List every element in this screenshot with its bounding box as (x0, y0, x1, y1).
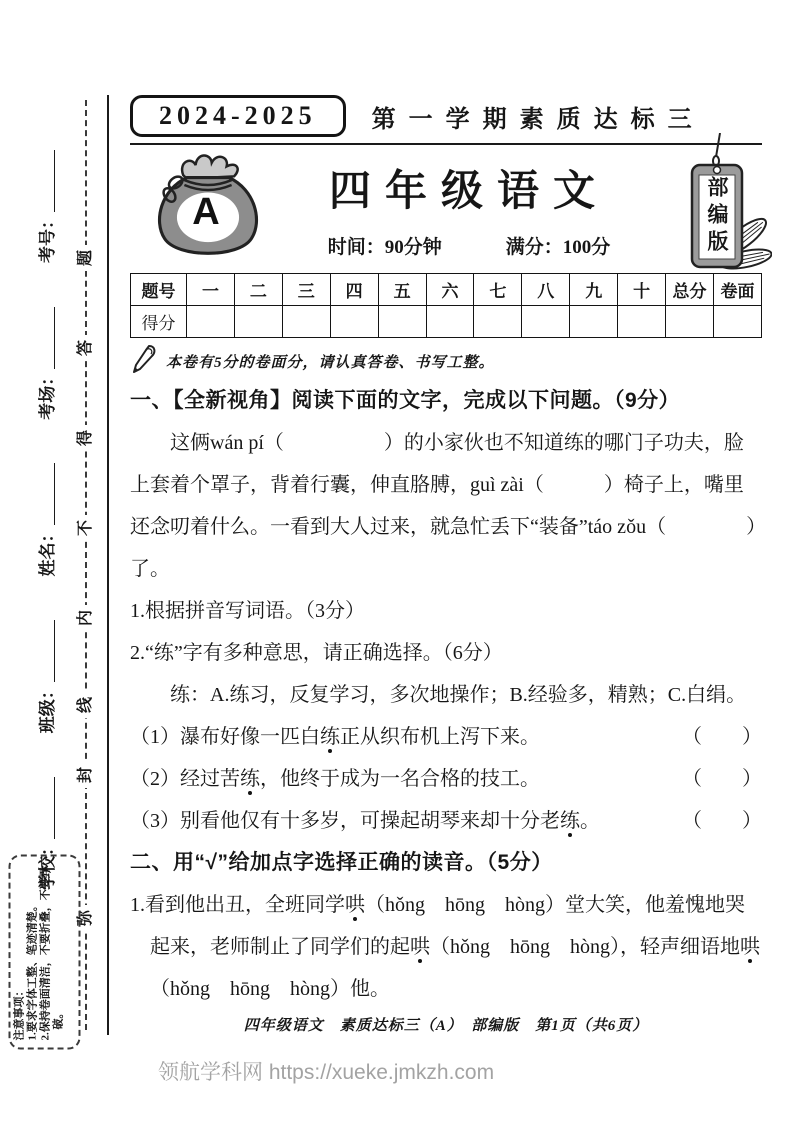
question-2-1 (130, 884, 762, 1010)
item-sentence (130, 800, 600, 842)
question-1-2-item (130, 800, 762, 842)
pencil-icon (132, 344, 156, 379)
edition-tag (656, 133, 772, 285)
score-table-column-label: 总分 (666, 274, 714, 306)
seal-dashed-line (85, 100, 87, 1030)
score-table-column-label: 二 (234, 274, 282, 306)
seal-line-character: 答 (73, 335, 99, 361)
student-field-blank[interactable] (37, 464, 55, 526)
score-table-column-label: 九 (570, 274, 618, 306)
score-cell-blank[interactable] (522, 306, 570, 338)
score-table-column-label: 五 (378, 274, 426, 306)
section-one (130, 380, 762, 842)
student-field-label: 考场： (38, 368, 57, 420)
text-segment: （hǒng hōng hòng）堂大笑，他羞愧地哭起来，老师制止了同学们的起 (150, 894, 745, 958)
text-segment: （hǒng hōng hòng），轻声细语地 (430, 936, 740, 958)
score-table-column-label: 四 (330, 274, 378, 306)
emphasized-char: 练 (560, 810, 580, 832)
watermark: 领航学科网 https://xueke.jmkzh.com (158, 1061, 495, 1084)
text-segment: 1.看到他出丑，全班同学 (130, 894, 345, 916)
time-limit: 时间：90分钟 (327, 236, 442, 258)
answer-blank[interactable]: （ ） (682, 810, 762, 832)
question-1-1: 1.根据拼音写词语。（3分） (130, 600, 365, 622)
notice-text: 本卷有5分的卷面分，请认真答卷、书写工整。 (166, 354, 495, 371)
full-score: 满分：100分 (505, 236, 611, 258)
student-field-label: 班级： (38, 682, 57, 734)
section-two-heading: 二、用“√”给加点字选择正确的读音。（5分） (130, 851, 553, 874)
seal-line-character: 题 (73, 245, 99, 271)
score-cell-blank[interactable] (570, 306, 618, 338)
page-footer: 四年级语文 素质达标三（A） 部编版 第1页（共6页） (243, 1018, 649, 1034)
score-cell-blank[interactable] (187, 306, 235, 338)
school-year-badge: 2024-2025 (130, 95, 346, 137)
reading-passage: 这俩wán pí（ ）的小家伙也不知道练的哪门子功夫，脸上套着个罩子，背着行囊，伸直胳膊，guì zài（ ）椅子上，嘴里还念叨着什么。一看到大人过来，就急忙丢下“装备”táo zǒu（ ）了。 (130, 432, 757, 580)
notice-box-item: 2.保持卷面清洁，不要折叠，不要弄破。 (39, 867, 65, 1041)
seal-line-character: 封 (73, 762, 99, 788)
emphasized-char: 哄 (410, 936, 430, 958)
text-segment: （1）瀑布好像一匹白 (130, 726, 320, 748)
seal-line-character: 弥 (73, 905, 99, 931)
score-cell-blank[interactable] (282, 306, 330, 338)
score-table-column-label: 七 (474, 274, 522, 306)
score-cell-blank[interactable] (713, 306, 761, 338)
sidebar-border-line (107, 95, 109, 1035)
score-cell-blank[interactable] (378, 306, 426, 338)
text-segment: ，他终于成为一名合格的技工。 (260, 768, 540, 790)
notice-box (9, 855, 81, 1050)
paper-title-row (130, 145, 762, 271)
student-field-blank[interactable] (37, 777, 55, 839)
question-1-2: 2.“练”字有多种意思，请正确选择。（6分） (130, 642, 503, 664)
score-table-column-label: 八 (522, 274, 570, 306)
semester-title: 第一学期素质达标三 (371, 106, 705, 133)
text-segment: 正从织布机上泻下来。 (340, 726, 540, 748)
score-cell-blank[interactable] (666, 306, 714, 338)
seal-line-character: 线 (73, 692, 99, 718)
emphasized-char: 练 (240, 768, 260, 790)
paper-variant-letter: A (192, 191, 220, 233)
paper-content (130, 95, 762, 1035)
score-table-score-row (131, 306, 762, 338)
score-cell-blank[interactable] (426, 306, 474, 338)
score-table-column-label: 六 (426, 274, 474, 306)
paper-title: 四年级语文 (328, 166, 609, 214)
seal-line-character: 得 (73, 425, 99, 451)
student-field-blank[interactable] (37, 620, 55, 682)
paper-meta-row (272, 232, 666, 259)
answer-blank[interactable]: （ ） (682, 768, 762, 790)
score-table-corner-label: 题号 (131, 274, 187, 306)
edition-tag-label: 部编版 (705, 175, 729, 257)
student-field (33, 150, 58, 263)
paper-title-block (272, 158, 666, 259)
text-segment: （hǒng hōng hòng）他。 (150, 978, 390, 1000)
score-table-column-label: 三 (282, 274, 330, 306)
student-field (33, 307, 58, 420)
emphasized-char: 练 (320, 726, 340, 748)
notice-box-title: 注意事项： (13, 985, 26, 1041)
score-cell-blank[interactable] (330, 306, 378, 338)
score-cell-blank[interactable] (618, 306, 666, 338)
score-cell-blank[interactable] (474, 306, 522, 338)
student-info-fields (26, 150, 58, 890)
paper-notice (132, 344, 762, 378)
student-field-blank[interactable] (37, 150, 55, 212)
item-sentence (130, 758, 540, 800)
student-field-blank[interactable] (37, 307, 55, 369)
notice-box-item: 1.要求字体工整、笔迹清楚。 (26, 900, 39, 1041)
student-field-label: 考号： (38, 212, 57, 263)
text-segment: （2）经过苦 (130, 768, 240, 790)
text-segment: 。 (580, 810, 600, 832)
emphasized-char: 哄 (740, 936, 760, 958)
score-table-column-label: 卷面 (713, 274, 761, 306)
item-sentence (130, 716, 540, 758)
answer-blank[interactable]: （ ） (682, 726, 762, 748)
student-field-label: 姓名： (38, 525, 57, 577)
section-two (130, 842, 762, 1010)
score-cell-blank[interactable] (234, 306, 282, 338)
emphasized-char: 哄 (345, 894, 365, 916)
score-row-label: 得分 (131, 306, 187, 338)
question-1-2-choices: 练：A.练习，反复学习，多次地操作；B.经验多，精熟；C.白绢。 (170, 684, 747, 706)
text-segment: （3）别看他仅有十多岁，可操起胡琴来却十分老 (130, 810, 560, 832)
student-field-label: 学校： (38, 839, 57, 890)
question-1-2-item (130, 716, 762, 758)
section-one-heading: 一、【全新视角】阅读下面的文字，完成以下问题。（9分） (130, 389, 681, 412)
student-field (33, 464, 58, 577)
money-bag-icon (144, 149, 272, 267)
student-field (33, 620, 58, 733)
score-table-column-label: 十 (618, 274, 666, 306)
seal-line-character: 内 (73, 605, 99, 631)
question-1-2-item (130, 758, 762, 800)
seal-line-character: 不 (73, 515, 99, 541)
score-table-column-label: 一 (187, 274, 235, 306)
